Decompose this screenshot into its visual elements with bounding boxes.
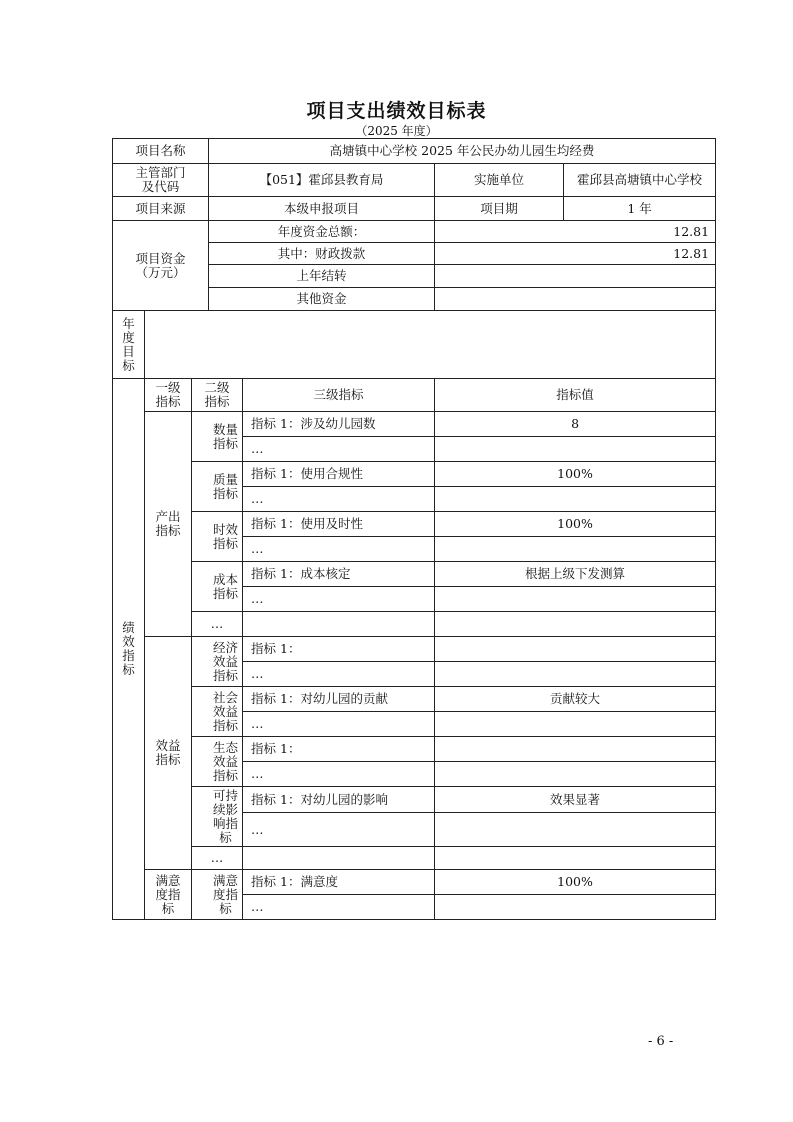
quality-indicator-more-value (435, 487, 716, 512)
annual-goal-value (145, 311, 716, 379)
ecological-indicator-value (435, 737, 716, 762)
quantity-indicator-label (209, 412, 243, 462)
social-indicator-more: … (243, 712, 435, 737)
cost-indicator-label-text: 成本指标 (213, 571, 239, 601)
satisfaction-indicators-label-text: 满意度指标 (155, 872, 181, 916)
funds-carryover-label: 上年结转 (209, 265, 435, 288)
social-spacer (192, 687, 209, 737)
economic-spacer (192, 637, 209, 687)
social-indicator-label (209, 687, 243, 737)
source-label: 项目来源 (113, 197, 209, 221)
dept-value: 【051】霍邱县教育局 (209, 164, 435, 197)
cost-indicator-more: … (243, 587, 435, 612)
satisfaction-indicator-more-value (435, 895, 716, 920)
ecological-indicator-label-text: 生态效益指标 (213, 739, 239, 783)
ecological-indicator-more: … (243, 762, 435, 787)
performance-indicators-label-text: 绩效指标 (122, 620, 135, 677)
level3-header: 三级指标 (243, 379, 435, 412)
ecological-indicator-label (209, 737, 243, 787)
funds-total-label: 年度资金总额： (209, 221, 435, 243)
quality-indicator-more: … (243, 487, 435, 512)
benefit-more-value (435, 847, 716, 870)
level2-header-text: 二级指标 (204, 380, 230, 409)
quantity-indicator-value: 8 (435, 412, 716, 437)
quantity-spacer (192, 412, 209, 462)
impl-unit-value: 霍邱县高塘镇中心学校 (564, 164, 716, 197)
satisfaction-indicator-more: … (243, 895, 435, 920)
social-indicator-name: 指标 1：对幼儿园的贡献 (243, 687, 435, 712)
satisfaction-indicator-value: 100% (435, 870, 716, 895)
funds-other-label: 其他资金 (209, 288, 435, 311)
economic-indicator-name: 指标 1： (243, 637, 435, 662)
timeliness-indicator-label-text: 时效指标 (213, 521, 239, 551)
economic-indicator-label-text: 经济效益指标 (213, 639, 239, 683)
period-value: 1 年 (564, 197, 716, 221)
output-indicators-label-text: 产出指标 (155, 509, 181, 538)
funds-carryover-value (435, 265, 716, 288)
dept-label-line2: 及代码 (141, 179, 180, 194)
level1-header (145, 379, 192, 412)
quantity-indicator-name: 指标 1：涉及幼儿园数 (243, 412, 435, 437)
timeliness-indicator-value: 100% (435, 512, 716, 537)
sustainable-indicator-label-text: 可持续影响指标 (213, 787, 239, 845)
ecological-indicator-name: 指标 1： (243, 737, 435, 762)
funds-label (113, 221, 209, 311)
page-number: - 6 - (648, 1034, 674, 1049)
benefit-indicators-more: … (192, 847, 243, 870)
social-indicator-more-value (435, 712, 716, 737)
satisfaction-sub-label (209, 870, 243, 920)
cost-indicator-name: 指标 1：成本核定 (243, 562, 435, 587)
page-title: 项目支出绩效目标表 (306, 100, 487, 122)
quality-indicator-label-text: 质量指标 (213, 471, 239, 501)
social-indicator-label-text: 社会效益指标 (213, 689, 239, 733)
funds-label-line2: （万元） (135, 264, 186, 280)
quantity-indicator-more-value (435, 437, 716, 462)
impl-unit-label: 实施单位 (435, 164, 564, 197)
ecological-spacer (192, 737, 209, 787)
satisfaction-spacer (192, 870, 209, 920)
economic-indicator-more-value (435, 662, 716, 687)
cost-indicator-value: 根据上级下发测算 (435, 562, 716, 587)
quality-indicator-value: 100% (435, 462, 716, 487)
annual-goal-label-text: 年度目标 (122, 315, 135, 373)
quality-spacer (192, 462, 209, 512)
annual-goal-label (113, 311, 145, 379)
quality-indicator-name: 指标 1：使用合规性 (243, 462, 435, 487)
timeliness-indicator-more-value (435, 537, 716, 562)
sustainable-indicator-name: 指标 1：对幼儿园的影响 (243, 787, 435, 813)
quantity-indicator-label-text: 数量指标 (213, 421, 239, 451)
performance-target-table (112, 138, 716, 920)
quality-indicator-label (209, 462, 243, 512)
funds-total-value: 12.81 (435, 221, 716, 243)
output-indicators-label (145, 412, 192, 637)
funds-fiscal-value: 12.81 (435, 243, 716, 265)
cost-indicator-label (209, 562, 243, 612)
project-name-value: 高塘镇中心学校 2025 年公民办幼儿园生均经费 (209, 139, 716, 164)
project-name-label: 项目名称 (113, 139, 209, 164)
dept-label (113, 164, 209, 197)
sustainable-indicator-more: … (243, 813, 435, 847)
social-indicator-value: 贡献较大 (435, 687, 716, 712)
output-indicators-more: … (192, 612, 243, 637)
funds-fiscal-label: 其中：财政拨款 (209, 243, 435, 265)
benefit-indicators-label-text: 效益指标 (155, 738, 181, 767)
source-value: 本级申报项目 (209, 197, 435, 221)
benefit-indicators-label (145, 637, 192, 870)
satisfaction-indicator-name: 指标 1：满意度 (243, 870, 435, 895)
sustainable-spacer (192, 787, 209, 847)
timeliness-indicator-name: 指标 1：使用及时性 (243, 512, 435, 537)
cost-spacer (192, 562, 209, 612)
sustainable-indicator-label (209, 787, 243, 847)
sustainable-indicator-value: 效果显著 (435, 787, 716, 813)
sustainable-indicator-more-value (435, 813, 716, 847)
performance-indicators-label (113, 379, 145, 920)
funds-label-line1: 项目资金 (135, 250, 186, 266)
economic-indicator-more: … (243, 662, 435, 687)
fiscal-year: （2025 年度） (355, 124, 438, 138)
output-more-name (243, 612, 435, 637)
satisfaction-indicators-label (145, 870, 192, 920)
benefit-more-name (243, 847, 435, 870)
funds-other-value (435, 288, 716, 311)
indicator-value-header: 指标值 (435, 379, 716, 412)
economic-indicator-label (209, 637, 243, 687)
output-more-value (435, 612, 716, 637)
quantity-indicator-more: … (243, 437, 435, 462)
level1-header-text: 一级指标 (155, 380, 181, 409)
economic-indicator-value (435, 637, 716, 662)
dept-label-line1: 主管部门 (135, 165, 186, 180)
timeliness-spacer (192, 512, 209, 562)
timeliness-indicator-label (209, 512, 243, 562)
period-label: 项目期 (435, 197, 564, 221)
satisfaction-sub-label-text: 满意度指标 (213, 872, 239, 916)
level2-header (192, 379, 243, 412)
cost-indicator-more-value (435, 587, 716, 612)
timeliness-indicator-more: … (243, 537, 435, 562)
ecological-indicator-more-value (435, 762, 716, 787)
